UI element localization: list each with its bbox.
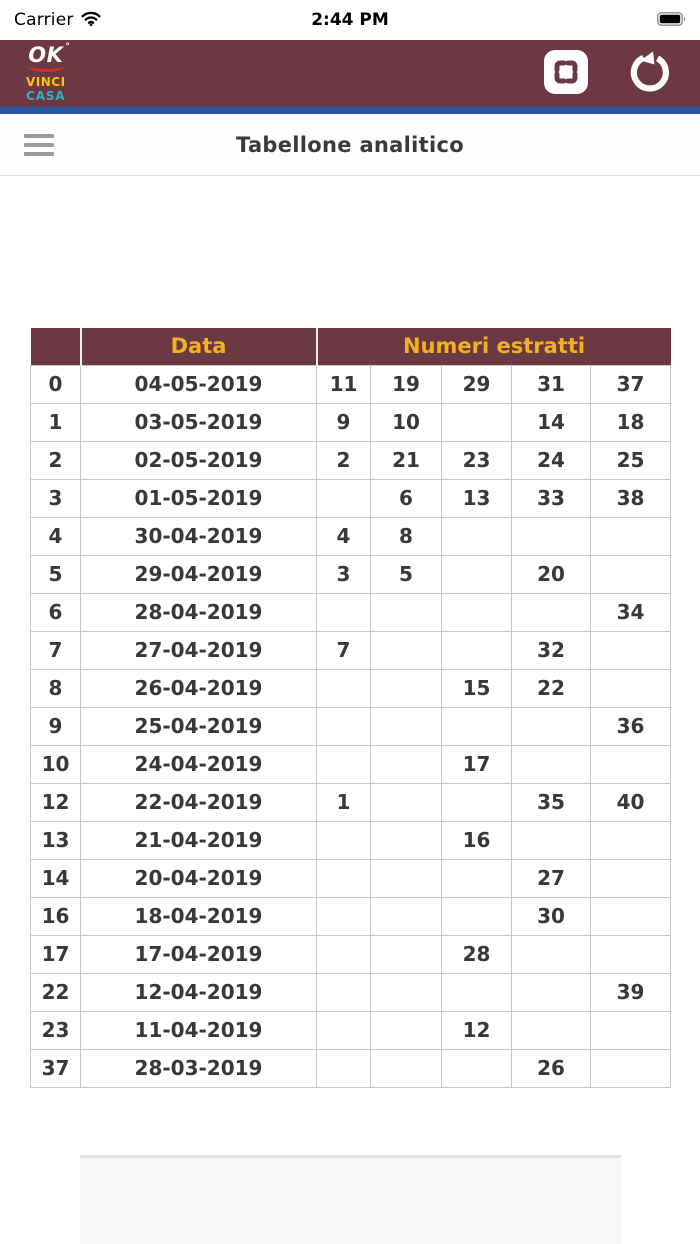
clock: 2:44 PM [311,10,389,30]
number-cell: 12 [442,1011,512,1049]
row-index-cell: 4 [31,517,81,555]
number-cell: 24 [512,441,591,479]
number-cell [591,1011,671,1049]
number-cell: 36 [591,707,671,745]
menu-button[interactable] [22,132,56,158]
number-cell [371,821,442,859]
number-cell [317,479,371,517]
app-logo [26,42,71,103]
number-cell: 13 [442,479,512,517]
number-cell: 22 [512,669,591,707]
table-row [31,783,671,821]
hamburger-icon [24,134,54,138]
number-cell [512,745,591,783]
row-index-cell: 5 [31,555,81,593]
date-cell: 03-05-2019 [81,403,317,441]
row-index-cell: 8 [31,669,81,707]
number-cell [591,935,671,973]
table-row [31,479,671,517]
table-header-index [31,328,81,365]
number-cell: 9 [317,403,371,441]
date-cell: 20-04-2019 [81,859,317,897]
number-cell [512,707,591,745]
number-cell [317,821,371,859]
row-index-cell: 0 [31,365,81,403]
number-cell [442,707,512,745]
row-index-cell: 12 [31,783,81,821]
results-table-body [31,365,671,1087]
number-cell [512,821,591,859]
number-cell [591,1049,671,1087]
table-row [31,631,671,669]
number-cell [371,973,442,1011]
number-cell: 2 [317,441,371,479]
app-header [0,40,700,107]
date-cell: 25-04-2019 [81,707,317,745]
number-cell: 8 [371,517,442,555]
number-cell [371,935,442,973]
number-cell [371,669,442,707]
number-cell [591,897,671,935]
table-row [31,1049,671,1087]
number-cell: 40 [591,783,671,821]
number-cell [317,973,371,1011]
toolbar [0,114,700,176]
date-cell: 24-04-2019 [81,745,317,783]
number-cell: 38 [591,479,671,517]
number-cell: 20 [512,555,591,593]
number-cell [442,631,512,669]
date-cell: 12-04-2019 [81,973,317,1011]
number-cell: 19 [371,365,442,403]
number-cell: 23 [442,441,512,479]
number-cell: 37 [591,365,671,403]
number-cell: 27 [512,859,591,897]
logo-ok-text: OK ° [28,42,71,67]
row-index-cell: 22 [31,973,81,1011]
row-index-cell: 10 [31,745,81,783]
table-row [31,669,671,707]
table-row [31,517,671,555]
date-cell: 11-04-2019 [81,1011,317,1049]
table-row [31,859,671,897]
ad-placeholder [80,1155,621,1244]
refresh-icon [626,48,674,99]
page-title: Tabellone analitico [236,132,464,157]
date-cell: 22-04-2019 [81,783,317,821]
table-row [31,897,671,935]
number-cell: 6 [371,479,442,517]
number-cell [512,1011,591,1049]
number-cell: 33 [512,479,591,517]
battery-icon [657,11,686,30]
number-cell: 18 [591,403,671,441]
number-cell [442,555,512,593]
refresh-button[interactable] [626,48,674,99]
number-cell [512,973,591,1011]
number-cell [442,973,512,1011]
date-cell: 28-04-2019 [81,593,317,631]
date-cell: 04-05-2019 [81,365,317,403]
number-cell: 17 [442,745,512,783]
row-index-cell: 1 [31,403,81,441]
number-cell [371,631,442,669]
number-cell [371,593,442,631]
number-cell: 29 [442,365,512,403]
number-cell [442,403,512,441]
number-cell [442,783,512,821]
number-cell: 21 [371,441,442,479]
date-cell: 30-04-2019 [81,517,317,555]
number-cell [442,517,512,555]
table-row [31,441,671,479]
row-index-cell: 3 [31,479,81,517]
number-cell [442,593,512,631]
number-cell [591,631,671,669]
number-cell [442,859,512,897]
table-row [31,593,671,631]
number-cell [371,897,442,935]
number-cell [317,745,371,783]
number-cell: 4 [317,517,371,555]
row-index-cell: 17 [31,935,81,973]
row-index-cell: 6 [31,593,81,631]
number-cell: 5 [371,555,442,593]
number-cell [512,593,591,631]
number-cell: 16 [442,821,512,859]
row-index-cell: 2 [31,441,81,479]
row-index-cell: 37 [31,1049,81,1087]
date-cell: 28-03-2019 [81,1049,317,1087]
carrier-label: Carrier [14,10,74,30]
number-cell: 35 [512,783,591,821]
number-cell: 28 [442,935,512,973]
number-cell [591,859,671,897]
row-index-cell: 13 [31,821,81,859]
number-cell [591,669,671,707]
number-cell: 25 [591,441,671,479]
table-row [31,365,671,403]
number-cell [371,1049,442,1087]
date-cell: 26-04-2019 [81,669,317,707]
scan-icon [544,50,588,97]
table-row [31,973,671,1011]
table-row [31,821,671,859]
number-cell [591,555,671,593]
number-cell [512,935,591,973]
number-cell [317,1049,371,1087]
number-cell: 32 [512,631,591,669]
date-cell: 21-04-2019 [81,821,317,859]
number-cell: 14 [512,403,591,441]
number-cell [442,897,512,935]
date-cell: 27-04-2019 [81,631,317,669]
number-cell [591,517,671,555]
row-index-cell: 14 [31,859,81,897]
number-cell: 3 [317,555,371,593]
number-cell [317,935,371,973]
row-index-cell: 16 [31,897,81,935]
table-row [31,403,671,441]
number-cell [317,1011,371,1049]
number-cell: 26 [512,1049,591,1087]
table-header-row [31,328,671,365]
row-index-cell: 7 [31,631,81,669]
date-cell: 17-04-2019 [81,935,317,973]
number-cell [442,1049,512,1087]
number-cell [371,1011,442,1049]
row-index-cell: 9 [31,707,81,745]
number-cell: 11 [317,365,371,403]
number-cell [371,859,442,897]
number-cell [317,669,371,707]
row-index-cell: 23 [31,1011,81,1049]
status-bar [0,0,700,40]
scan-button[interactable] [544,50,588,97]
date-cell: 29-04-2019 [81,555,317,593]
logo-vinci-text: VINCI [26,75,66,89]
number-cell [317,593,371,631]
number-cell: 31 [512,365,591,403]
date-cell: 18-04-2019 [81,897,317,935]
results-table [30,328,671,1088]
date-cell: 01-05-2019 [81,479,317,517]
table-row [31,935,671,973]
table-row [31,707,671,745]
date-cell: 02-05-2019 [81,441,317,479]
number-cell: 15 [442,669,512,707]
number-cell [317,707,371,745]
table-header-numbers: Numeri estratti [317,328,671,365]
number-cell [591,745,671,783]
number-cell [512,517,591,555]
logo-casa-text: CASA [26,89,66,103]
number-cell: 1 [317,783,371,821]
table-row [31,555,671,593]
table-row [31,745,671,783]
number-cell: 39 [591,973,671,1011]
number-cell [317,859,371,897]
number-cell: 7 [317,631,371,669]
number-cell [591,821,671,859]
number-cell: 34 [591,593,671,631]
table-header-date: Data [81,328,317,365]
number-cell: 30 [512,897,591,935]
number-cell [371,707,442,745]
accent-divider [0,107,700,114]
number-cell [371,745,442,783]
number-cell: 10 [371,403,442,441]
number-cell [371,783,442,821]
table-row [31,1011,671,1049]
number-cell [317,897,371,935]
